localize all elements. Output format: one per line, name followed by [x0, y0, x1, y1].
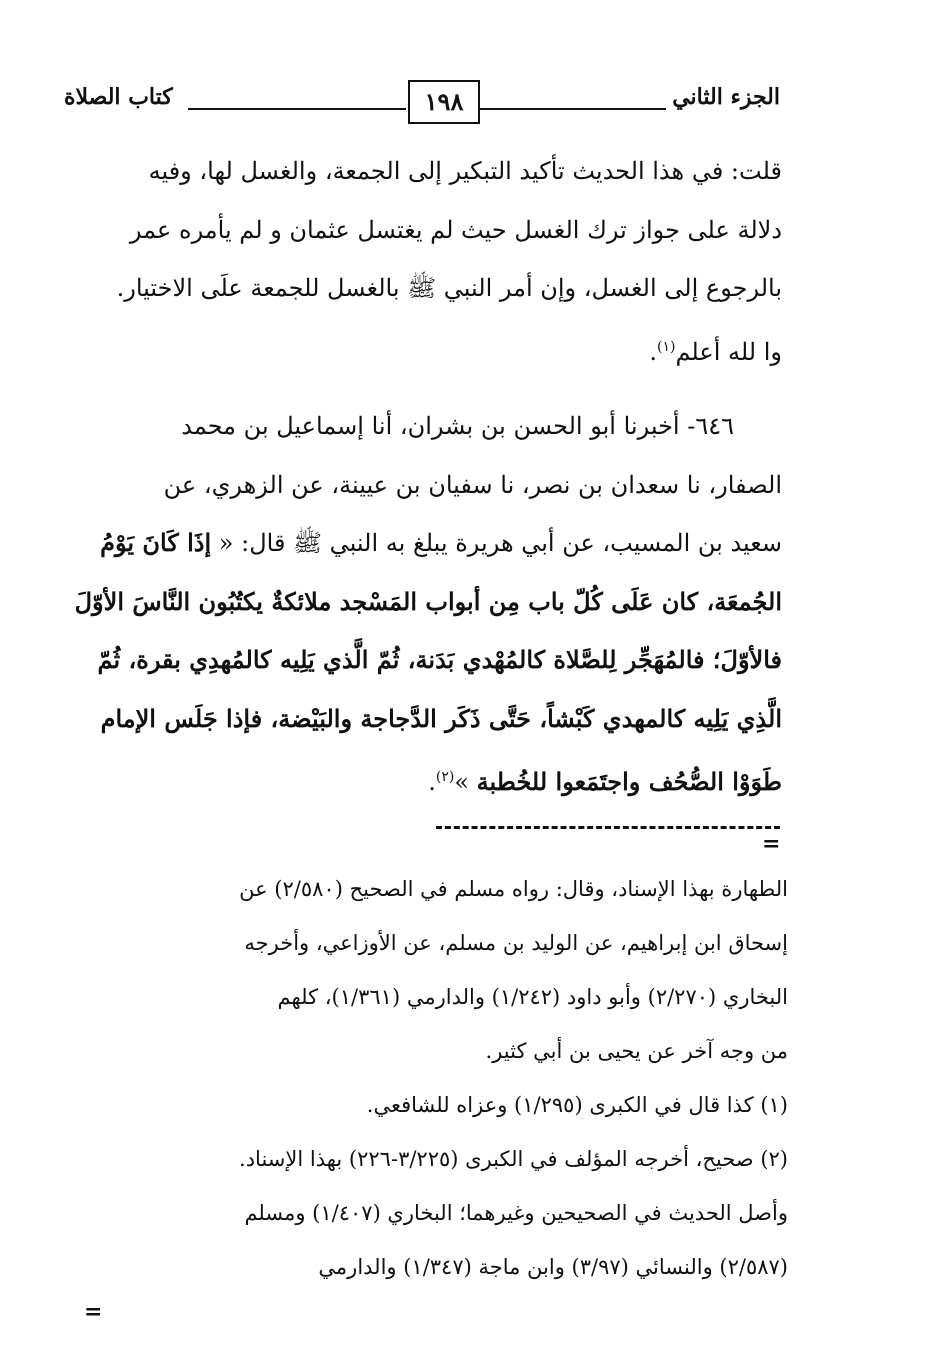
footnote-1: (١) كذا قال في الكبرى (١/٢٩٥) وعزاه للشافعي. — [366, 1093, 788, 1117]
footnote-line: (٢/٥٨٧) والنسائي (٣/٩٧) وابن ماجة (١/٣٤٧) والدارمي — [318, 1255, 788, 1279]
footnote-ref-2: (٢) — [435, 769, 455, 785]
text-line: بالرجوع إلى الغسل، وإن أمر النبي ﷺ بالغسل للجمعة علَى الاختيار. — [116, 274, 782, 302]
book-title: كتاب الصلاة — [64, 84, 173, 110]
matn-line: الجُمعَة، كان عَلَى كُلّ باب مِن أبواب المَسْجد ملائكةٌ يكتُبُون النَّاسَ الأوّلَ — [74, 586, 782, 616]
volume-title: الجزء الثاني — [672, 84, 780, 110]
footnote-line: إسحاق ابن إبراهيم، عن الوليد بن مسلم، عن الأوزاعي، وأخرجه — [244, 931, 788, 955]
text-line: وا لله أعلم$^{(١)}$. — [649, 337, 782, 366]
header-rule-right — [478, 108, 666, 110]
matn-line: الَّذِي يَلِيه كالمهدي كَبْشاً، حَتَّى ذَكَر الدَّجاجة والبَيْضة، فإذا جَلَس الإمام — [100, 703, 782, 733]
footnote-separator — [436, 826, 780, 829]
continuation-mark-top: = — [762, 831, 781, 857]
footnote-line: البخاري (٢/٢٧٠) وأبو داود (١/٢٤٢) والدارمي (١/٣٦١)، كلهم — [277, 985, 788, 1009]
hadith-line — [70, 514, 782, 573]
closing-quote: » — [454, 768, 469, 796]
header-rule-left — [188, 108, 406, 110]
text-line: دلالة على جواز ترك الغسل حيث لم يغتسل عثمان و لم يأمره عمر — [129, 215, 782, 244]
page-number: ١٩٨ — [408, 80, 480, 124]
running-header — [64, 70, 780, 130]
footnote-line: الطهارة بهذا الإسناد، وقال: رواه مسلم في الصحيح (٢/٥٨٠) عن — [239, 877, 788, 901]
matn-line: طَوَوْا الصُّحُف واجتَمَعوا للخُطبة »$^{(٢)}$. — [428, 767, 782, 796]
footnote-line: من وجه آخر عن يحيى بن أبي كثير. — [485, 1039, 788, 1063]
isnad-text: سعيد بن المسيب، عن أبي هريرة يبلغ به النبي ﷺ قال: « — [218, 529, 782, 557]
matn-text: إذَا كَانَ يَوْمُ — [100, 528, 212, 557]
footnote-line: وأصل الحديث في الصحيحين وغيرهما؛ البخاري (١/٤٠٧) ومسلم — [244, 1201, 788, 1225]
continuation-mark-bottom: = — [84, 1299, 103, 1325]
footnote-ref-1: (١) — [656, 338, 676, 355]
closing-phrase: وا لله أعلم — [675, 337, 782, 366]
text-line: قلت: في هذا الحديث تأكيد التبكير إلى الجمعة، والغسل لها، وفيه — [148, 157, 782, 185]
footnotes — [76, 862, 788, 1294]
matn-text: طَوَوْا الصُّحُف واجتَمَعوا للخُطبة — [476, 767, 782, 796]
hadith-line: ٦٤٦- أخبرنا أبو الحسن بن بشران، أنا إسماعيل بن محمد — [181, 412, 734, 440]
main-text — [70, 142, 782, 812]
hadith-line: الصفار، نا سعدان بن نصر، نا سفيان بن عيينة، عن الزهري، عن — [163, 470, 782, 499]
matn-line: فالأوّلَ؛ فالمُهَجِّر لِلصَّلاة كالمُهْدي بَدَنة، ثُمّ الَّذي يَلِيه كالمُهدِي بقرة، ثُمّ — [97, 645, 782, 674]
footnote-2: (٢) صحيح، أخرجه المؤلف في الكبرى (٣/٢٢٥-٢٢٦) بهذا الإسناد. — [239, 1147, 788, 1171]
